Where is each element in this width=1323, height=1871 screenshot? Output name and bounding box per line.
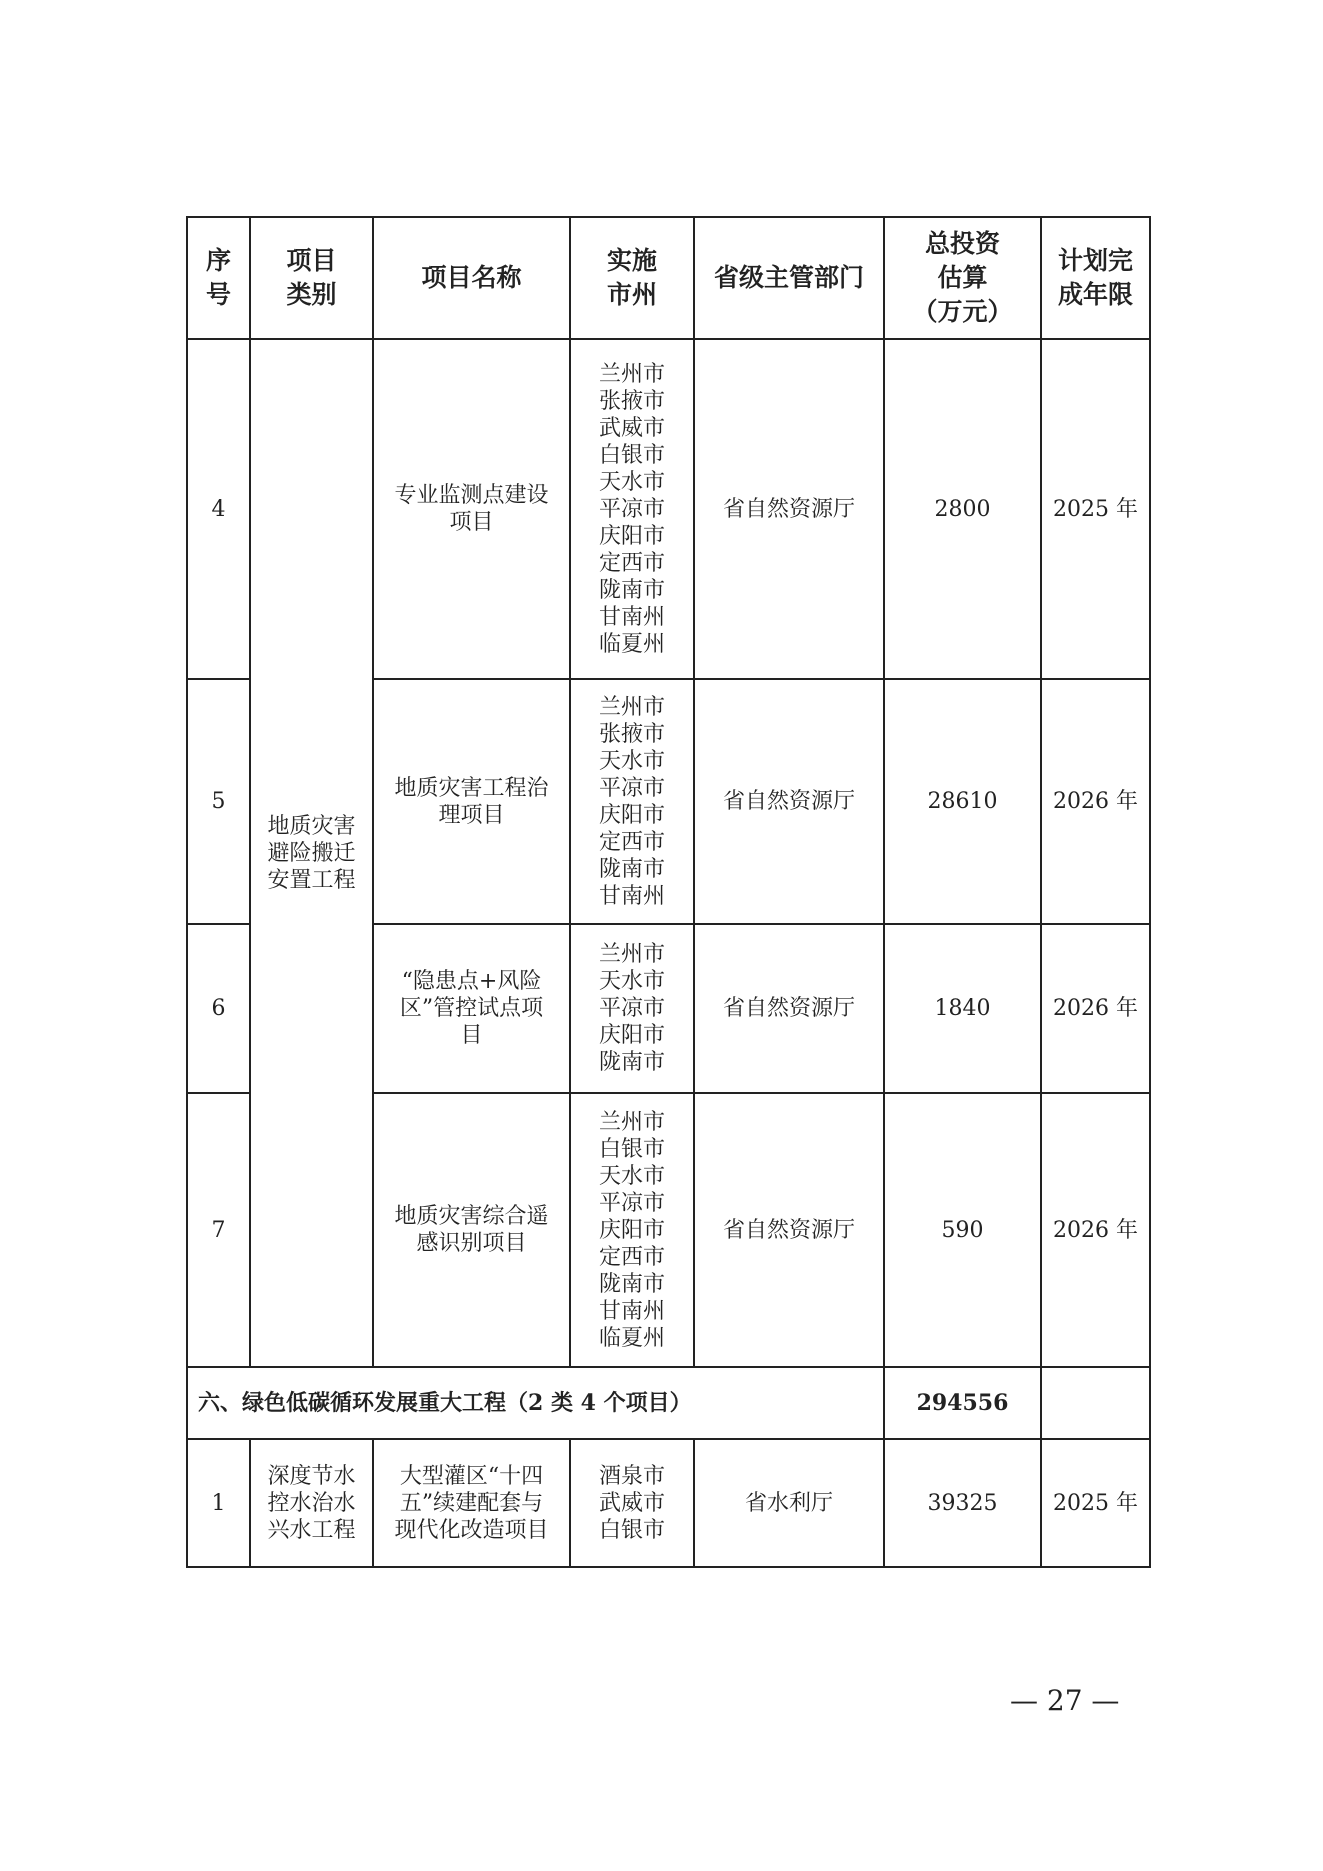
cell-deadline: 2026 年	[1041, 679, 1150, 924]
city: 白银市	[598, 442, 665, 468]
cell-cities	[570, 339, 694, 679]
header-row	[187, 217, 1150, 339]
cell-name	[373, 1439, 570, 1567]
project-name: 地质灾害工程治 理项目	[394, 775, 549, 828]
header-investment	[884, 217, 1041, 339]
city: 陇南市	[598, 856, 665, 882]
cell-investment: 2800	[884, 339, 1041, 679]
city: 平凉市	[598, 775, 665, 801]
project-name: 专业监测点建设 项目	[394, 483, 549, 535]
header-city	[570, 217, 694, 339]
city: 定西市	[598, 550, 665, 576]
section-row	[187, 1367, 1150, 1439]
cell-seq: 7	[187, 1093, 250, 1367]
city: 酒泉市	[598, 1463, 665, 1489]
city: 庆阳市	[598, 802, 665, 828]
project-name: “隐患点+风险 区”管控试点项 目	[399, 969, 544, 1048]
cell-name	[373, 679, 570, 924]
city: 天水市	[598, 1163, 665, 1189]
cell-cities	[570, 679, 694, 924]
city: 平凉市	[598, 496, 665, 522]
city: 庆阳市	[598, 1217, 665, 1243]
cell-deadline: 2026 年	[1041, 1093, 1150, 1367]
city: 兰州市	[598, 1109, 665, 1135]
header-name-text: 项目名称	[421, 263, 522, 292]
city: 天水市	[598, 748, 665, 774]
city: 临夏州	[598, 1325, 665, 1351]
header-deadline-text: 计划完 成年限	[1057, 246, 1133, 309]
cell-cities	[570, 1439, 694, 1567]
cell-deadline: 2025 年	[1041, 1439, 1150, 1567]
header-seq	[187, 217, 250, 339]
city: 甘南州	[598, 883, 665, 909]
cell-deadline: 2026 年	[1041, 924, 1150, 1093]
header-deadline	[1041, 217, 1150, 339]
cell-category	[250, 1439, 373, 1567]
cell-seq: 5	[187, 679, 250, 924]
city: 兰州市	[598, 361, 665, 387]
city: 平凉市	[598, 996, 665, 1021]
cell-investment: 1840	[884, 924, 1041, 1093]
group-category-text: 地质灾害 避险搬迁 安置工程	[267, 813, 356, 893]
section-deadline	[1041, 1367, 1150, 1439]
city: 白银市	[598, 1517, 665, 1543]
cell-deadline: 2025 年	[1041, 339, 1150, 679]
cell-investment: 28610	[884, 679, 1041, 924]
cell-category	[250, 339, 373, 1367]
cell-dept: 省水利厅	[694, 1439, 884, 1567]
header-dept	[694, 217, 884, 339]
city: 张掖市	[598, 721, 665, 747]
page-number: — 27 —	[1010, 1684, 1120, 1717]
cell-dept: 省自然资源厅	[694, 924, 884, 1093]
project-table	[186, 216, 1151, 1568]
city: 天水市	[598, 969, 665, 994]
city: 陇南市	[598, 1050, 665, 1075]
cell-dept: 省自然资源厅	[694, 1093, 884, 1367]
city: 甘南州	[598, 604, 665, 630]
header-category-text: 项目 类别	[286, 246, 337, 309]
cell-cities	[570, 1093, 694, 1367]
cell-investment: 590	[884, 1093, 1041, 1367]
cell-dept: 省自然资源厅	[694, 679, 884, 924]
cell-seq: 4	[187, 339, 250, 679]
city: 庆阳市	[598, 523, 665, 549]
header-city-text: 实施 市州	[606, 246, 657, 309]
table-row	[187, 1439, 1150, 1567]
section-total: 294556	[884, 1367, 1041, 1439]
section-title: 六、绿色低碳循环发展重大工程（2 类 4 个项目）	[187, 1367, 884, 1439]
category-text: 深度节水 控水治水 兴水工程	[267, 1463, 356, 1543]
city: 兰州市	[598, 942, 665, 967]
header-investment-text: 总投资 估算 （万元）	[912, 229, 1013, 326]
cell-seq: 1	[187, 1439, 250, 1567]
city: 庆阳市	[598, 1023, 665, 1048]
cell-investment: 39325	[884, 1439, 1041, 1567]
header-dept-text: 省级主管部门	[713, 263, 864, 292]
header-name	[373, 217, 570, 339]
city: 天水市	[598, 469, 665, 495]
city: 定西市	[598, 829, 665, 855]
city: 平凉市	[598, 1190, 665, 1216]
city: 陇南市	[598, 1271, 665, 1297]
city: 甘南州	[598, 1298, 665, 1324]
cell-seq: 6	[187, 924, 250, 1093]
cell-cities	[570, 924, 694, 1093]
city: 临夏州	[598, 631, 665, 657]
city: 兰州市	[598, 694, 665, 720]
header-seq-text: 序 号	[205, 246, 231, 309]
cell-dept: 省自然资源厅	[694, 339, 884, 679]
city: 武威市	[598, 415, 665, 441]
cell-name	[373, 924, 570, 1093]
cell-name	[373, 339, 570, 679]
city: 定西市	[598, 1244, 665, 1270]
header-category	[250, 217, 373, 339]
city: 武威市	[598, 1490, 665, 1516]
table-row	[187, 339, 1150, 679]
city: 陇南市	[598, 577, 665, 603]
project-name: 大型灌区“十四 五”续建配套与 现代化改造项目	[394, 1463, 549, 1543]
cell-name	[373, 1093, 570, 1367]
project-name: 地质灾害综合遥 感识别项目	[394, 1204, 549, 1256]
city: 张掖市	[598, 388, 665, 414]
city: 白银市	[598, 1136, 665, 1162]
